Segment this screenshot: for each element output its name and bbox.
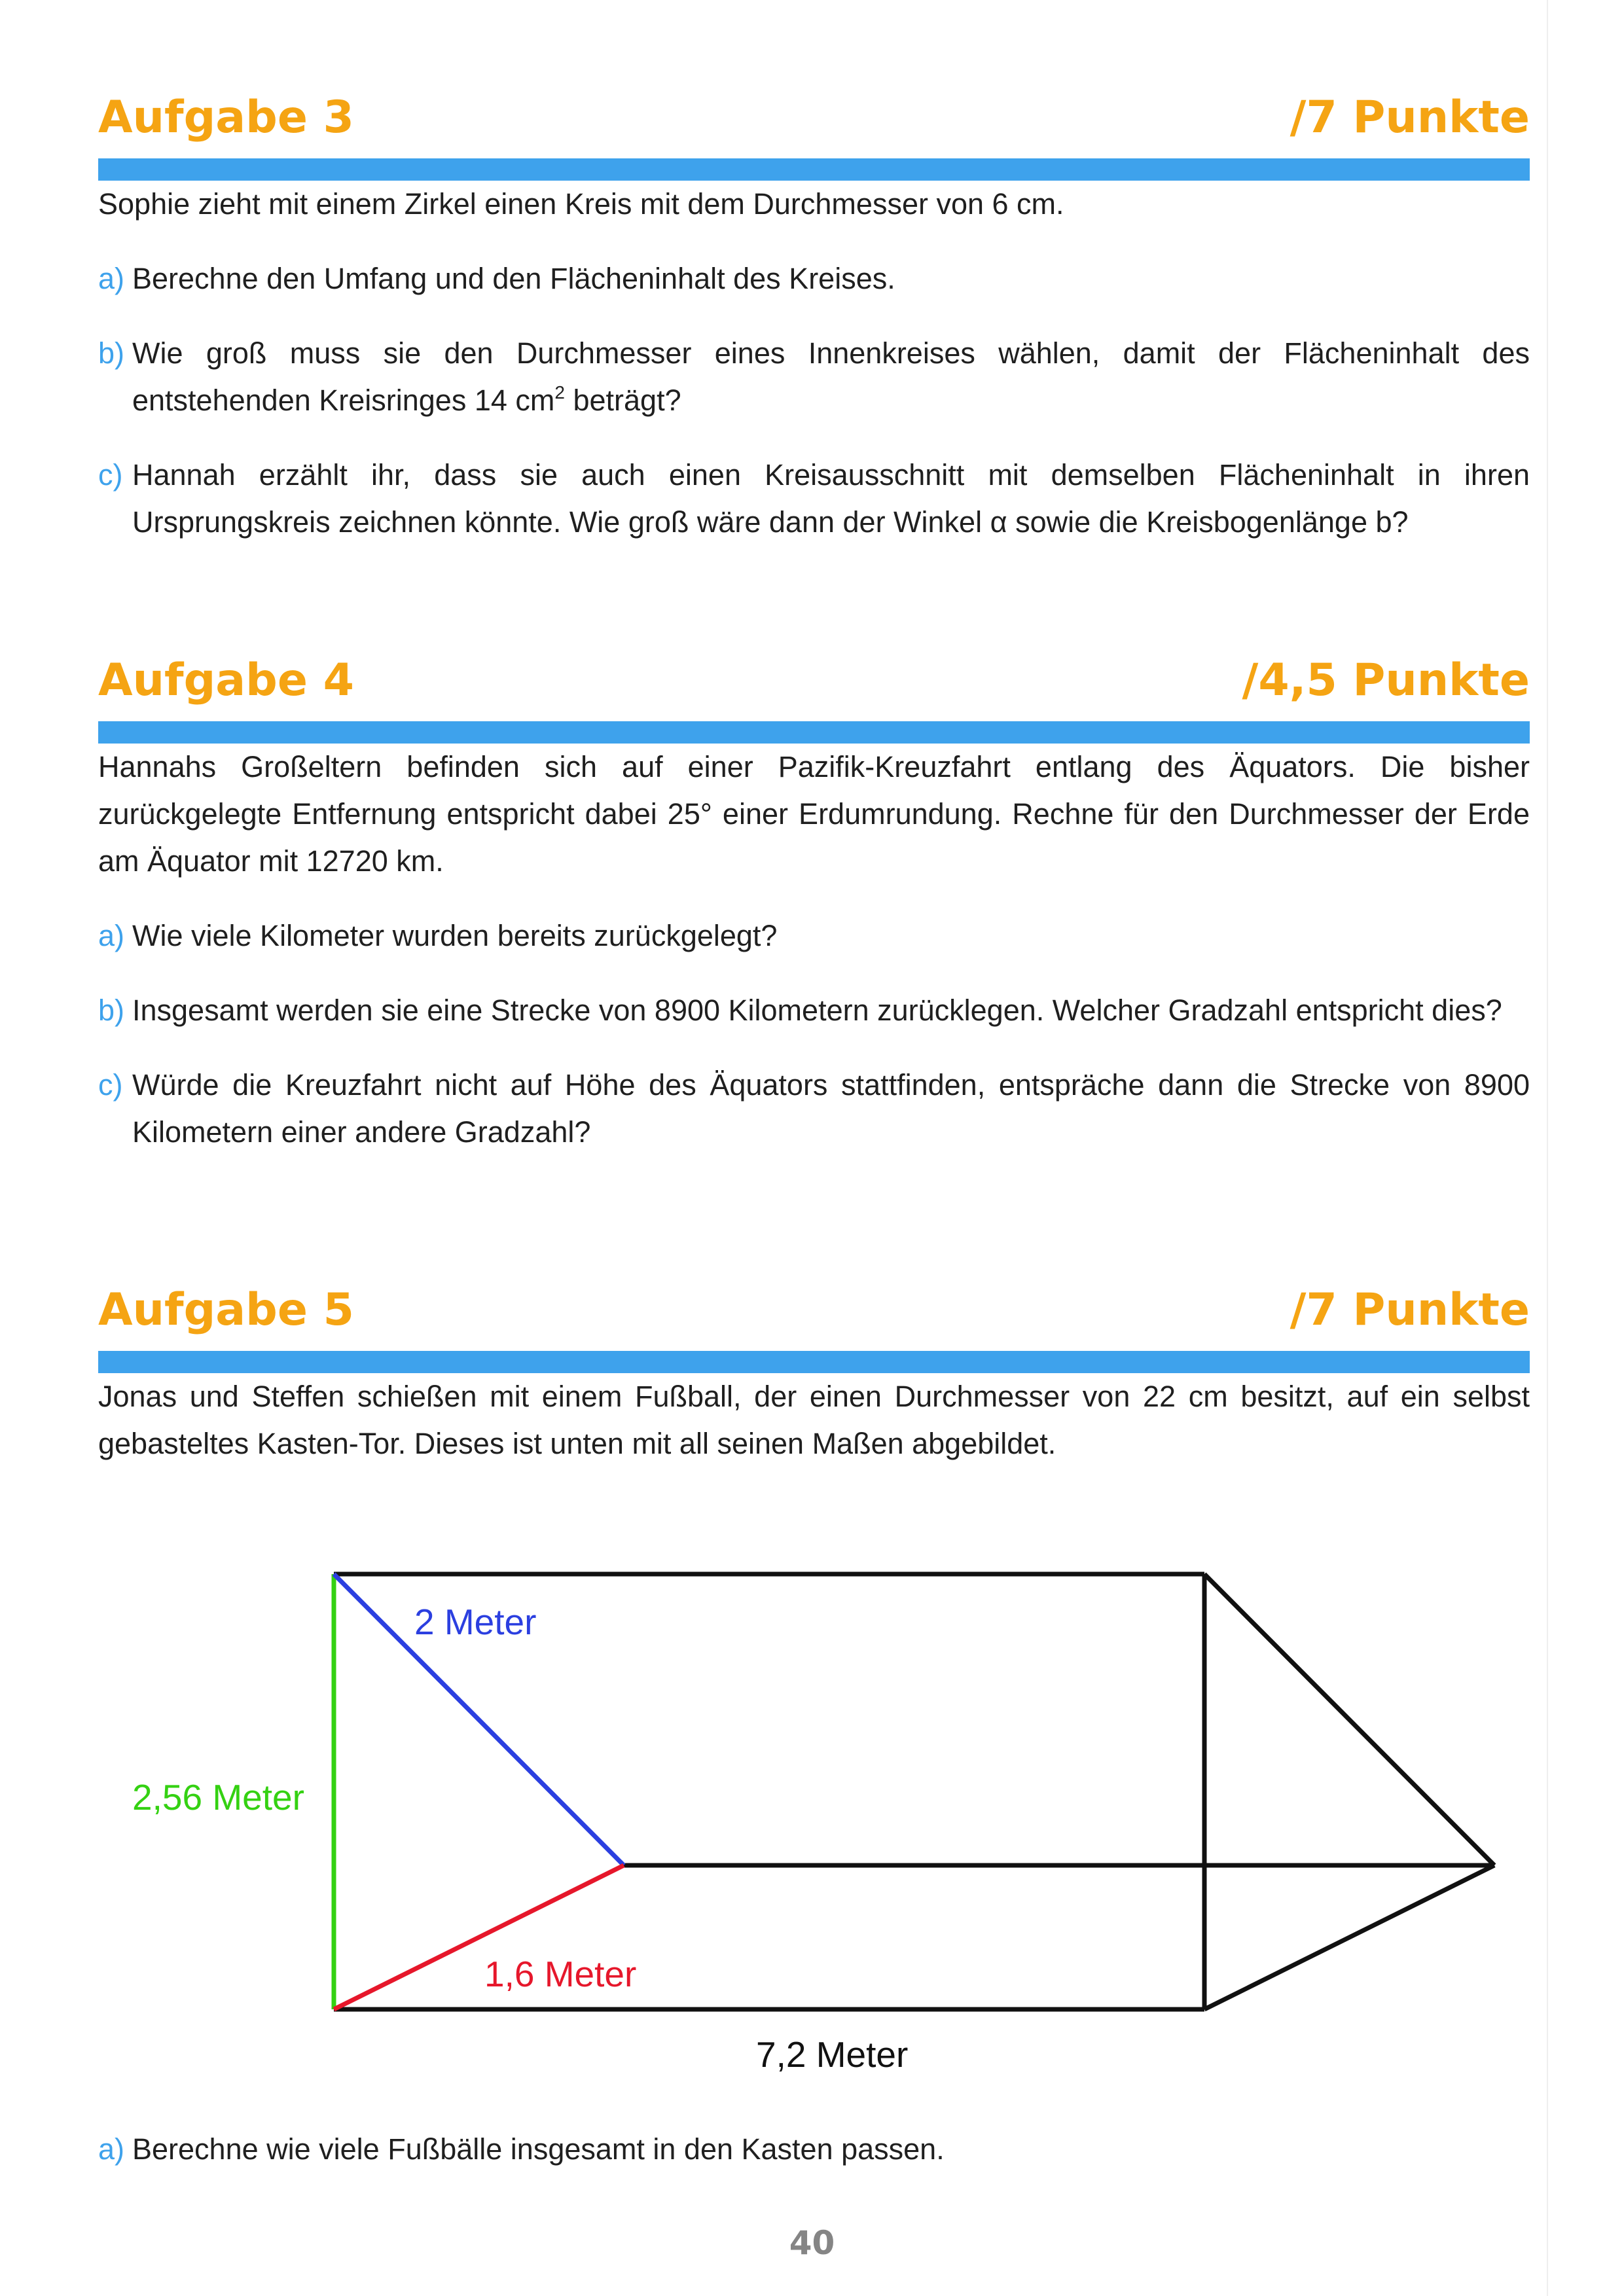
label-2-56-meter: 2,56 Meter <box>132 1777 304 1818</box>
task-divider-bar <box>98 158 1530 181</box>
task-4-header <box>98 648 1530 720</box>
task-title: Aufgabe 3 <box>98 92 354 143</box>
right-lower-diagonal <box>1204 1865 1494 2009</box>
subtask-text: Insgesamt werden sie eine Strecke von 8900 Kilometern zurücklegen. Welcher Gradzahl entspricht dies? <box>132 994 1502 1027</box>
subtask-letter: b) <box>98 336 125 370</box>
subtask-b <box>98 330 1530 424</box>
task-intro: Hannahs Großeltern befinden sich auf einer Pazifik-Kreuzfahrt entlang des Äquators. Die bisher zurückgelegte Entfernung entspricht dabei 25° einer Erdumrundung. Rechne für den Durchmesser der Erde am Äquator mit 12720 km. <box>98 750 1530 878</box>
goal-box-figure <box>98 1551 1530 2088</box>
task-title: Aufgabe 5 <box>98 1284 354 1336</box>
subtask-a <box>98 2126 1530 2173</box>
task-intro: Jonas und Steffen schießen mit einem Fußball, der einen Durchmesser von 22 cm besitzt, auf ein selbst gebasteltes Kasten-Tor. Dieses ist unten mit all seinen Maßen abgebildet. <box>98 1380 1530 1460</box>
goal-box-diagram <box>98 1551 1530 2088</box>
subtask-text: Würde die Kreuzfahrt nicht auf Höhe des Äquators stattfinden, entspräche dann die Strecke von 8900 Kilometern einer andere Gradzahl? <box>132 1068 1530 1149</box>
task-5-header <box>98 1278 1530 1350</box>
task-5-subtasks <box>98 2126 1530 2173</box>
subtask-c <box>98 452 1530 546</box>
label-7-2-meter: 7,2 Meter <box>756 2034 909 2075</box>
subtask-text: Hannah erzählt ihr, dass sie auch einen Kreisausschnitt mit demselben Flächeninhalt in ihren Ursprungskreis zeichnen könnte. Wie groß wäre dann der Winkel α sowie die Kreisbogenlänge b? <box>132 458 1530 539</box>
task-title: Aufgabe 4 <box>98 655 354 706</box>
task-divider-bar <box>98 1351 1530 1373</box>
task-points: /4,5 Punkte <box>1242 655 1530 706</box>
subtask-letter: b) <box>98 994 125 1027</box>
subtask-text <box>132 330 1530 424</box>
task-points: /7 Punkte <box>1290 1284 1530 1336</box>
task-divider-bar <box>98 721 1530 744</box>
page-number: 40 <box>789 2224 835 2262</box>
subtask-c <box>98 1062 1530 1156</box>
subtask-a <box>98 912 1530 960</box>
subtask-text: Berechne den Umfang und den Flächeninhalt des Kreises. <box>132 262 895 295</box>
subtask-letter: a) <box>98 262 125 295</box>
subtask-b <box>98 987 1530 1034</box>
subtask-text-main: Wie groß muss sie den Durchmesser eines Innenkreises wählen, damit der Flächeninhalt des entstehenden Kreisringes 14 cm <box>132 336 1530 417</box>
task-5 <box>98 1278 1530 1467</box>
subtask-text: Wie viele Kilometer wurden bereits zurückgelegt? <box>132 919 778 952</box>
task-3 <box>98 85 1530 546</box>
label-2-meter: 2 Meter <box>414 1602 537 1642</box>
subtask-text: Berechne wie viele Fußbälle insgesamt in den Kasten passen. <box>132 2132 945 2166</box>
superscript-exponent: 2 <box>554 382 565 403</box>
subtask-text-tail: beträgt? <box>564 384 681 417</box>
task-points: /7 Punkte <box>1290 92 1530 143</box>
subtask-letter: a) <box>98 919 125 952</box>
page-edge-line <box>1547 0 1548 2296</box>
subtask-a <box>98 255 1530 302</box>
subtask-letter: c) <box>98 1068 123 1102</box>
label-1-6-meter: 1,6 Meter <box>484 1954 637 1994</box>
task-4 <box>98 648 1530 1156</box>
subtask-letter: a) <box>98 2132 125 2166</box>
task-3-header <box>98 85 1530 157</box>
right-upper-diagonal <box>1204 1574 1494 1865</box>
subtask-letter: c) <box>98 458 123 492</box>
task-intro: Sophie zieht mit einem Zirkel einen Kreis mit dem Durchmesser von 6 cm. <box>98 187 1064 221</box>
